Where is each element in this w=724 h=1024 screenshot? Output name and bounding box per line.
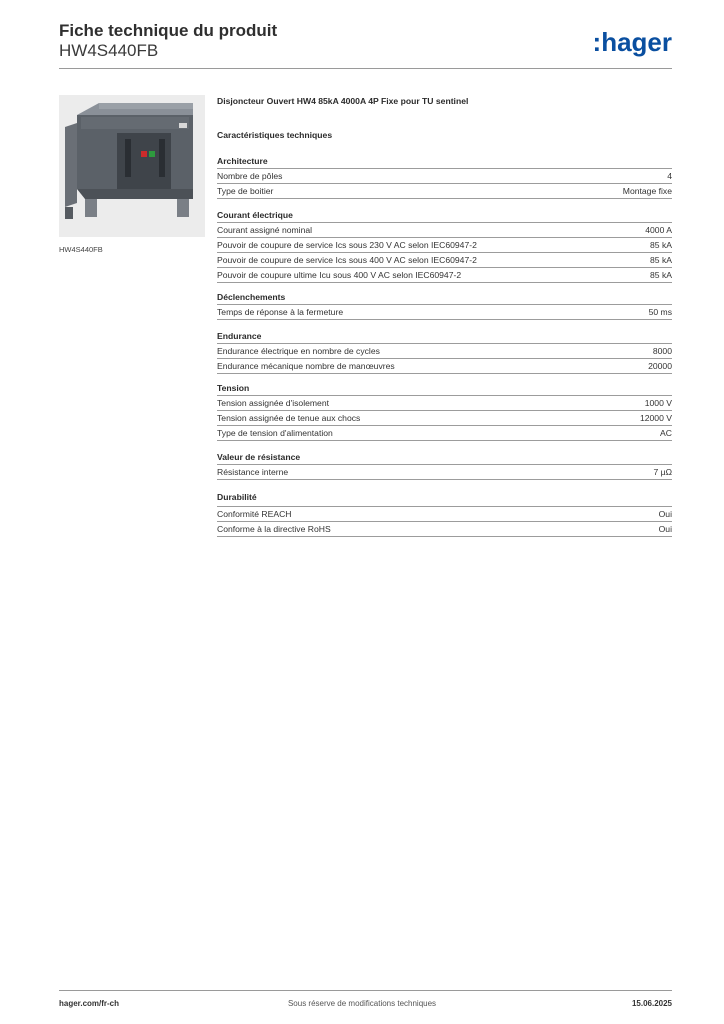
- document-title: Fiche technique du produit: [59, 21, 278, 40]
- spec-row: [217, 222, 672, 237]
- image-caption: HW4S440FB: [59, 245, 103, 254]
- spec-label: Pouvoir de coupure de service Ics sous 230 V AC selon IEC60947-2: [217, 240, 477, 250]
- spec-value: 50 ms: [648, 307, 672, 317]
- spec-value: 8000: [652, 346, 672, 356]
- spec-label: Conformité REACH: [217, 509, 292, 519]
- spec-label: Courant assigné nominal: [217, 225, 313, 235]
- group-title-architecture: Architecture: [217, 156, 268, 166]
- spec-row: [217, 464, 672, 480]
- spec-value: 7 µΩ: [653, 467, 672, 477]
- spec-row: [217, 358, 672, 374]
- footer-date: 15.06.2025: [631, 999, 672, 1008]
- spec-row: [217, 252, 672, 267]
- spec-label: Type de tension d'alimentation: [217, 428, 333, 438]
- spec-value: Montage fixe: [622, 186, 672, 196]
- footer-notice: Sous réserve de modifications techniques: [287, 999, 437, 1008]
- footer-website-link[interactable]: hager.com/fr-ch: [59, 999, 120, 1008]
- spec-label: Endurance électrique en nombre de cycles: [217, 346, 380, 356]
- logo-text: :hager: [592, 28, 672, 57]
- spec-value: 85 kA: [650, 255, 672, 265]
- spec-label: Pouvoir de coupure ultime Icu sous 400 V AC selon IEC60947-2: [217, 270, 462, 280]
- spec-row: [217, 237, 672, 252]
- spec-value: Oui: [658, 524, 672, 534]
- spec-label: Tension assignée de tenue aux chocs: [217, 413, 361, 423]
- spec-value: 85 kA: [650, 270, 672, 280]
- spec-label: Type de boitier: [217, 186, 274, 196]
- product-image: [59, 95, 205, 237]
- spec-value: Oui: [658, 509, 672, 519]
- group-title-declenchements: Déclenchements: [217, 292, 286, 302]
- spec-label: Endurance mécanique nombre de manœuvres: [217, 361, 395, 371]
- spec-row: [217, 506, 672, 521]
- page-header: [59, 20, 672, 68]
- spec-label: Résistance interne: [217, 467, 289, 477]
- group-title-endurance: Endurance: [217, 331, 262, 341]
- spec-label: Conforme à la directive RoHS: [217, 524, 331, 534]
- hager-logo: [582, 28, 672, 58]
- spec-label: Temps de réponse à la fermeture: [217, 307, 344, 317]
- spec-value: 4: [667, 171, 672, 181]
- spec-row: [217, 425, 672, 441]
- spec-label: Nombre de pôles: [217, 171, 283, 181]
- group-title-courant: Courant électrique: [217, 210, 293, 220]
- spec-label: Tension assignée d'isolement: [217, 398, 329, 408]
- spec-row: [217, 168, 672, 183]
- spec-row: [217, 304, 672, 320]
- group-title-durabilite: Durabilité: [217, 492, 257, 502]
- spec-row: [217, 183, 672, 199]
- product-description: Disjoncteur Ouvert HW4 85kA 4000A 4P Fixe pour TU sentinel: [217, 96, 469, 106]
- spec-value: 85 kA: [650, 240, 672, 250]
- group-title-tension: Tension: [217, 383, 250, 393]
- spec-value: AC: [660, 428, 672, 438]
- spec-value: 12000 V: [639, 413, 672, 423]
- spec-row: [217, 410, 672, 425]
- product-reference: HW4S440FB: [59, 41, 159, 60]
- spec-row: [217, 521, 672, 537]
- spec-row: [217, 395, 672, 410]
- specs-section-title: Caractéristiques techniques: [217, 130, 333, 140]
- spec-value: 4000 A: [645, 225, 672, 235]
- spec-row: [217, 267, 672, 283]
- group-title-resistance: Valeur de résistance: [217, 452, 301, 462]
- footer-divider: [59, 990, 672, 991]
- spec-row: [217, 343, 672, 358]
- spec-value: 20000: [648, 361, 672, 371]
- spec-label: Pouvoir de coupure de service Ics sous 400 V AC selon IEC60947-2: [217, 255, 477, 265]
- header-divider: [59, 68, 672, 69]
- spec-value: 1000 V: [644, 398, 672, 408]
